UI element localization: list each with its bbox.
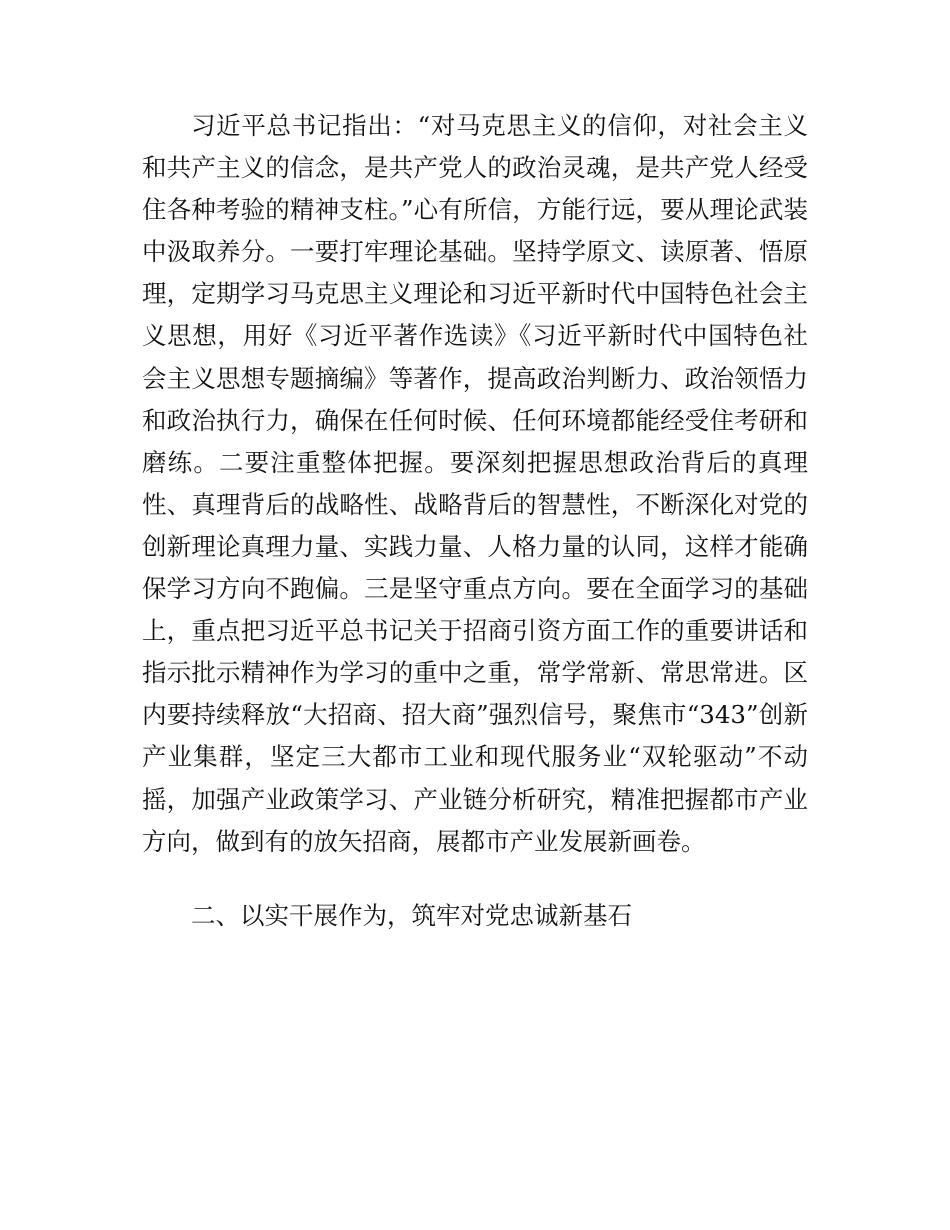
document-body [142,105,808,937]
body-paragraph: 习近平总书记指出：“对马克思主义的信仰，对社会主义和共产主义的信念，是共产党人的政治灵魂，是共产党人经受住各种考验的精神支柱。”心有所信，方能行远，要从理论武装中汲取养分。一要打牢理论基础。坚持学原文、读原著、悟原理，定期学习马克思主义理论和习近平新时代中国特色社会主义思想，用好《习近平著作选读》《习近平新时代中国特色社会主义思想专题摘编》等著作，提高政治判断力、政治领悟力和政治执行力，确保在任何时候、任何环境都能经受住考研和磨练。二要注重整体把握。要深刻把握思想政治背后的真理性、真理背后的战略性、战略背后的智慧性，不断深化对党的创新理论真理力量、实践力量、人格力量的认同，这样才能确保学习方向不跑偏。三是坚守重点方向。要在全面学习的基础上，重点把习近平总书记关于招商引资方面工作的重要讲话和指示批示精神作为学习的重中之重，常学常新、常思常进。区内要持续释放“大招商、招大商”强烈信号，聚焦市“343”创新产业集群，坚定三大都市工业和现代服务业“双轮驱动”不动摇，加强产业政策学习、产业链分析研究，精准把握都市产业方向，做到有的放矢招商，展都市产业发展新画卷。 [142,111,808,856]
section-heading: 二、以实干展作为，筑牢对党忠诚新基石 [191,900,632,930]
